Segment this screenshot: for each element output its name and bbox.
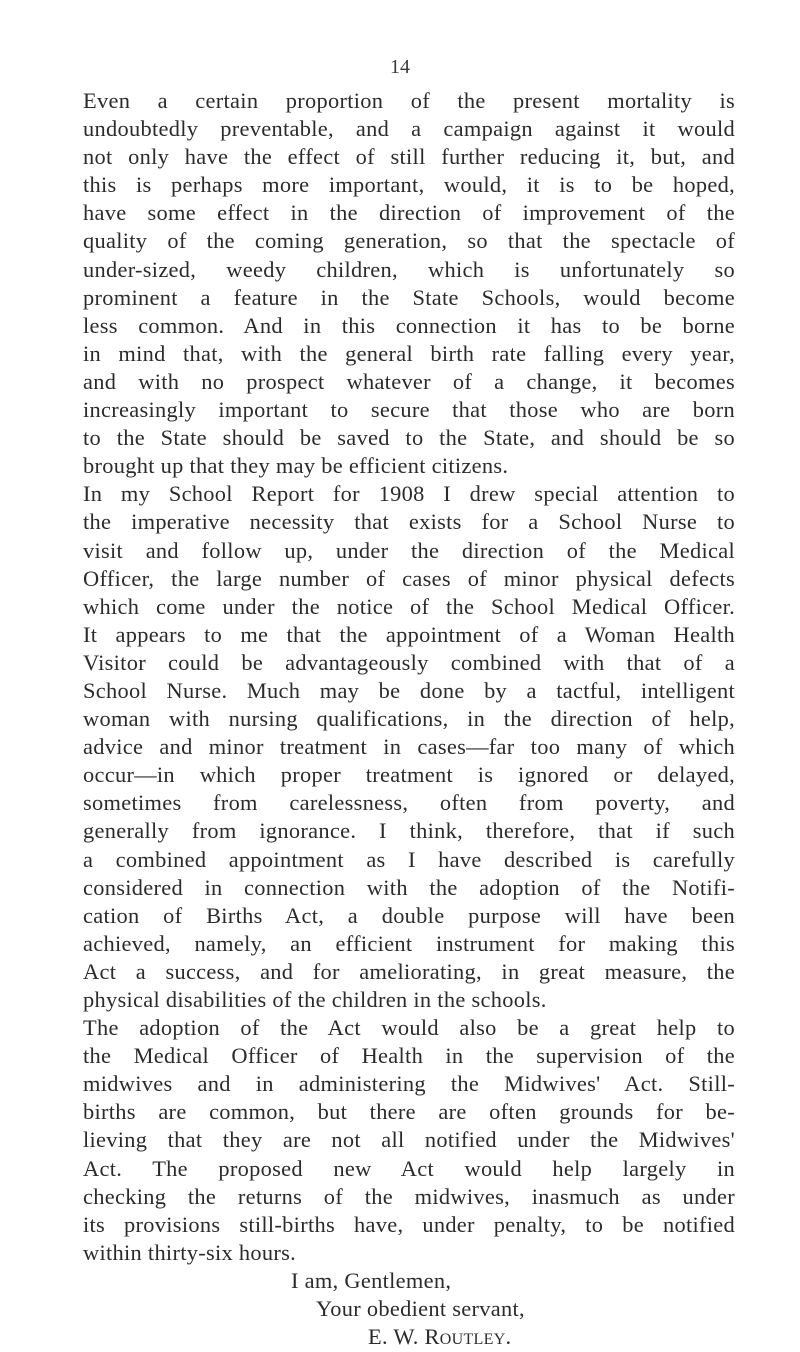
text-line: sometimes from carelessness, often from poverty, and — [83, 790, 735, 816]
text-line: Even a certain proportion of the present mortality is — [83, 88, 735, 113]
text-line: increasingly important to secure that those who are born — [83, 397, 735, 423]
text-line: prominent a feature in the State Schools, would become — [83, 284, 735, 310]
text-line: generally from ignorance. I think, therefore, that if such — [83, 818, 735, 844]
paragraph-mortality — [83, 87, 735, 480]
text-line: Officer, the large number of cases of minor physical defects — [83, 565, 735, 591]
text-line: the Medical Officer of Health in the supervision of the — [83, 1043, 735, 1069]
text-line: within thirty-six hours. — [83, 1239, 297, 1265]
text-line: achieved, namely, an efficient instrument for making this — [83, 930, 735, 956]
page-number: 14 — [390, 56, 410, 78]
text-line: It appears to me that the appointment of a Woman Health — [83, 621, 735, 647]
text-line: School Nurse. Much may be done by a tactful, intelligent — [83, 677, 735, 703]
text-line: In my School Report for 1908 I drew special attention to — [83, 481, 735, 507]
report-body — [83, 87, 735, 1351]
text-line: occur—in which proper treatment is ignored or delayed, — [83, 762, 735, 788]
paragraph-midwives — [83, 1014, 735, 1267]
text-line: lieving that they are not all notified under the Midwives' — [83, 1127, 735, 1153]
text-line: in mind that, with the general birth rate falling every year, — [83, 340, 735, 366]
text-line: not only have the effect of still further reducing it, but, and — [83, 144, 735, 170]
text-line: woman with nursing qualifications, in the direction of help, — [83, 706, 735, 732]
text-line: quality of the coming generation, so that the spectacle of — [83, 228, 735, 254]
text-line: checking the returns of the midwives, inasmuch as under — [83, 1183, 735, 1209]
text-line: cation of Births Act, a double purpose will have been — [83, 902, 735, 928]
text-line: physical disabilities of the children in the schools. — [83, 987, 547, 1012]
text-line: births are common, but there are often grounds for be- — [83, 1099, 735, 1125]
text-line: Act. The proposed new Act would help largely in — [83, 1155, 735, 1181]
signature: E. W. Routley. — [368, 1324, 512, 1350]
paragraph-school-nurse — [83, 480, 735, 1014]
text-line: this is perhaps more important, would, it is to be hoped, — [83, 172, 735, 198]
text-line: considered in connection with the adoption of the Notifi- — [83, 874, 735, 900]
text-line: brought up that they may be efficient citizens. — [83, 453, 509, 479]
text-line: Visitor could be advantageously combined with that of a — [83, 649, 735, 675]
text-line: under-sized, weedy children, which is unfortunately so — [83, 256, 735, 282]
text-line: midwives and in administering the Midwives' Act. Still- — [83, 1071, 735, 1097]
text-line: advice and minor treatment in cases—far too many of which — [83, 734, 735, 760]
text-line: have some effect in the direction of improvement of the — [83, 200, 735, 226]
text-line: Act a success, and for ameliorating, in great measure, the — [83, 958, 735, 984]
text-line: the imperative necessity that exists for a School Nurse to — [83, 509, 735, 535]
text-line: to the State should be saved to the State, and should be so — [83, 425, 735, 451]
salutation: I am, Gentlemen, — [291, 1267, 452, 1293]
text-line: a combined appointment as I have described is carefully — [83, 846, 735, 872]
text-line: less common. And in this connection it has to be borne — [83, 312, 735, 338]
text-line: visit and follow up, under the direction of the Medical — [83, 537, 735, 563]
valediction: Your obedient servant, — [316, 1296, 525, 1322]
text-line: which come under the notice of the School Medical Officer. — [83, 593, 735, 619]
text-line: and with no prospect whatever of a change, it becomes — [83, 368, 735, 394]
letter-closing — [83, 1267, 735, 1351]
text-line: undoubtedly preventable, and a campaign against it would — [83, 116, 735, 142]
text-line: its provisions still-births have, under penalty, to be notified — [83, 1211, 735, 1237]
text-line: The adoption of the Act would also be a great help to — [83, 1015, 735, 1041]
